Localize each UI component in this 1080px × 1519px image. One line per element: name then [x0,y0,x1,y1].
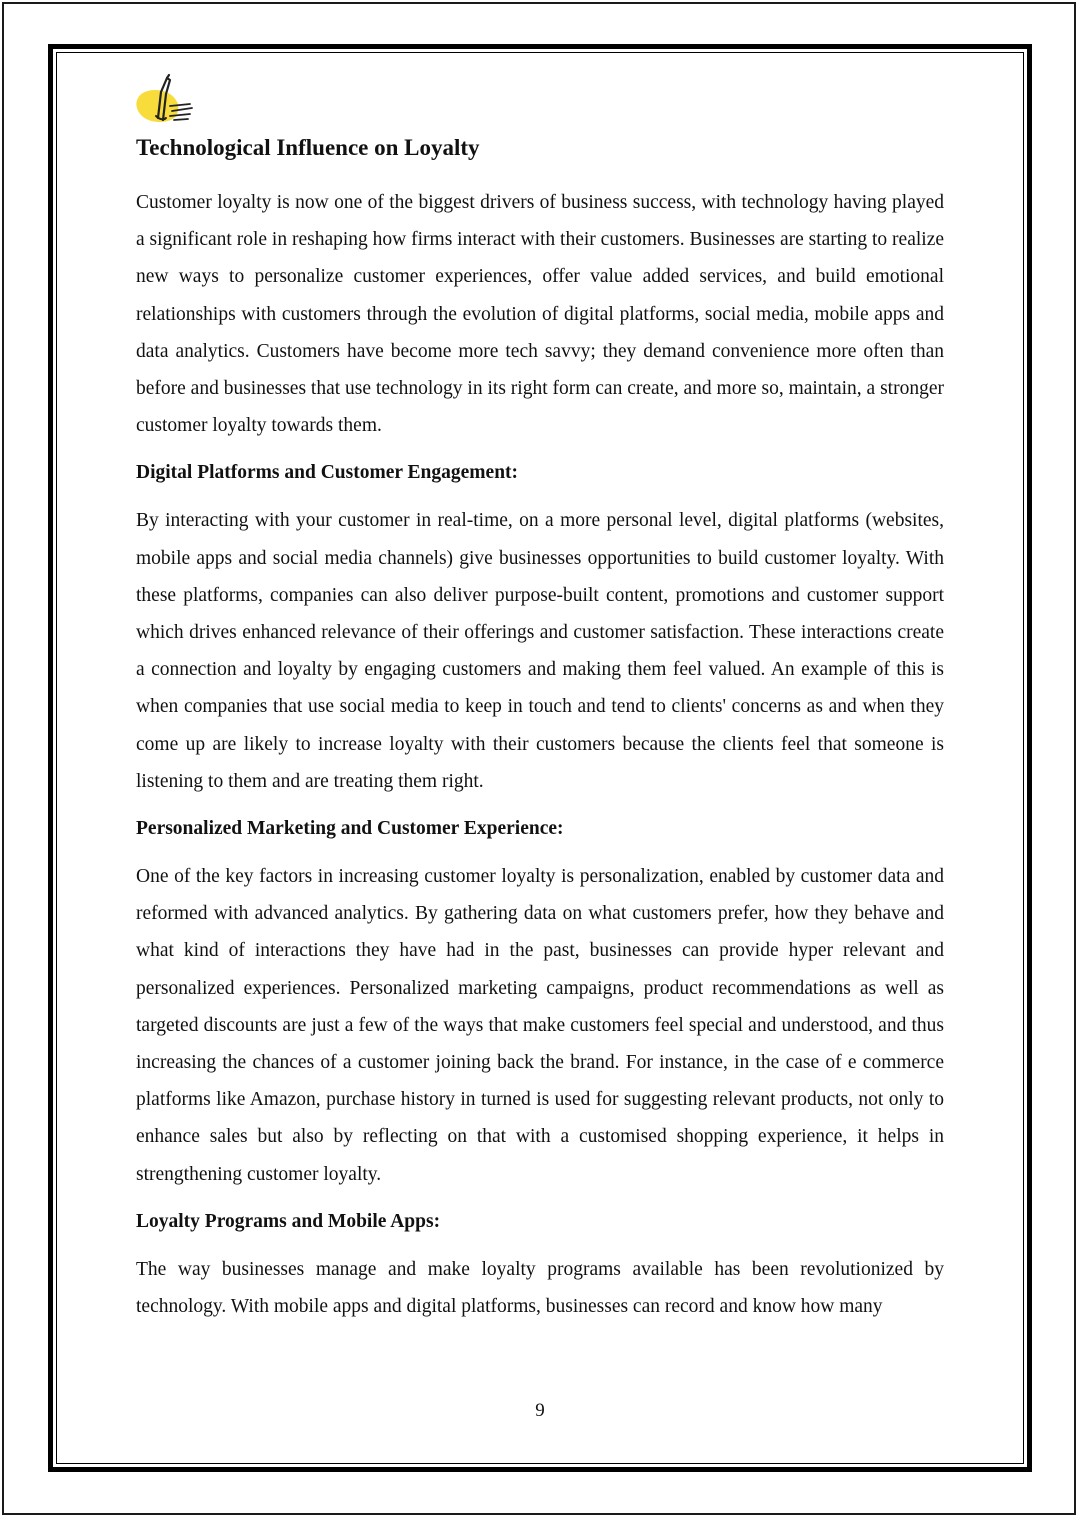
section-body-loyalty-programs: The way businesses manage and make loyalty programs available has been revolutionized by technology. With mobile apps and digital platforms, businesses can record and know how many [136,1258,944,1318]
pen-writing-icon [132,72,202,132]
section-body-personalized-marketing: One of the key factors in increasing customer loyalty is personalization, enabled by customer data and reformed with advanced analytics. By gathering data on what customers prefer, how they behave and what kind of interactions they have had in the past, businesses can provide hyper relevant and personalized experiences. Personalized marketing campaigns, product recommendations as well as targeted discounts are just a few of the ways that make customers feel special and understood, and thus increasing the chances of a customer joining back the brand. For instance, in the case of e commerce platforms like Amazon, purchase history in turned is used for suggesting relevant products, not only to enhance sales but also by reflecting on that with a customised shopping experience, it helps in strengthening customer loyalty. [136,866,944,1185]
section-heading-personalized-marketing: Personalized Marketing and Customer Experience: [136,818,564,840]
page-title: Technological Influence on Loyalty [136,135,480,160]
intro-paragraph: Customer loyalty is now one of the biggest drivers of business success, with technology having played a significant role in reshaping how firms interact with their customers. Businesses are starting to realize new ways to personalize customer experiences, offer value added services, and build emotional relationships with customers through the evolution of digital platforms, social media, mobile apps and data analytics. Customers have become more tech savvy; they demand convenience more often than before and businesses that use technology in its right form can create, and more so, maintain, a stronger customer loyalty towards them. [136,192,944,437]
section-body-digital-platforms: By interacting with your customer in real-time, on a more personal level, digital platforms (websites, mobile apps and social media channels) give businesses opportunities to build customer loyalty. With these platforms, companies can also deliver purpose-built content, promotions and customer support which drives enhanced relevance of their offerings and customer satisfaction. These interactions create a connection and loyalty by engaging customers and making them feel valued. An example of this is when companies that use social media to keep in touch and tend to clients' concerns as and when they come up are likely to increase loyalty with their customers because the clients feel that someone is listening to them and are treating them right. [136,510,944,792]
page-number: 9 [535,1400,545,1421]
section-heading-digital-platforms: Digital Platforms and Customer Engagement: [136,462,519,484]
section-heading-loyalty-programs: Loyalty Programs and Mobile Apps: [136,1210,441,1232]
document-content [136,130,944,1336]
